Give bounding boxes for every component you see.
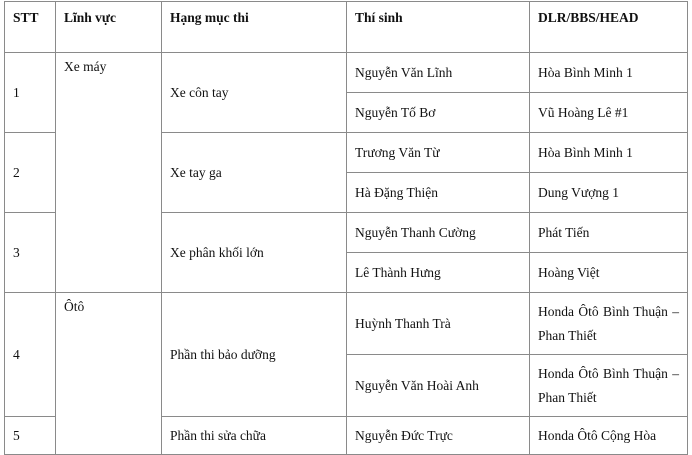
dlr-cell: Dung Vượng 1 (530, 173, 688, 213)
dlr-cell: Hòa Bình Minh 1 (530, 53, 688, 93)
dlr-cell: Phát Tiến (530, 213, 688, 253)
dlr-cell: Honda Ôtô Cộng Hòa (530, 417, 688, 455)
competition-table (4, 1, 688, 455)
thi-sinh-cell: Lê Thành Hưng (347, 253, 530, 293)
table-header-row (5, 2, 688, 53)
table-row (5, 53, 688, 93)
stt-cell: 1 (5, 53, 56, 133)
stt-cell: 3 (5, 213, 56, 293)
thi-sinh-cell: Huỳnh Thanh Trà (347, 293, 530, 355)
thi-sinh-cell: Trương Văn Từ (347, 133, 530, 173)
thi-sinh-cell: Nguyễn Thanh Cường (347, 213, 530, 253)
thi-sinh-cell: Nguyễn Văn Hoài Anh (347, 355, 530, 417)
thi-sinh-cell: Nguyễn Văn Lĩnh (347, 53, 530, 93)
thi-sinh-cell: Hà Đặng Thiện (347, 173, 530, 213)
dlr-cell: Hòa Bình Minh 1 (530, 133, 688, 173)
hang-muc-cell: Phần thi sửa chữa (162, 417, 347, 455)
stt-cell: 4 (5, 293, 56, 417)
stt-cell: 5 (5, 417, 56, 455)
table-row (5, 293, 688, 355)
header-linh-vuc: Lĩnh vực (56, 2, 162, 53)
hang-muc-cell: Xe tay ga (162, 133, 347, 213)
dlr-cell: Honda Ôtô Bình Thuận – Phan Thiết (530, 293, 688, 355)
header-hang-muc: Hạng mục thi (162, 2, 347, 53)
hang-muc-cell: Xe côn tay (162, 53, 347, 133)
thi-sinh-cell: Nguyễn Đức Trực (347, 417, 530, 455)
dlr-cell: Vũ Hoàng Lê #1 (530, 93, 688, 133)
header-dlr: DLR/BBS/HEAD (530, 2, 688, 53)
header-stt: STT (5, 2, 56, 53)
dlr-cell: Hoàng Việt (530, 253, 688, 293)
linh-vuc-cell: Ôtô (56, 293, 162, 455)
competition-table-container (4, 1, 688, 455)
hang-muc-cell: Phần thi bảo dưỡng (162, 293, 347, 417)
stt-cell: 2 (5, 133, 56, 213)
thi-sinh-cell: Nguyễn Tố Bơ (347, 93, 530, 133)
dlr-cell: Honda Ôtô Bình Thuận – Phan Thiết (530, 355, 688, 417)
linh-vuc-cell: Xe máy (56, 53, 162, 293)
hang-muc-cell: Xe phân khối lớn (162, 213, 347, 293)
header-thi-sinh: Thí sinh (347, 2, 530, 53)
